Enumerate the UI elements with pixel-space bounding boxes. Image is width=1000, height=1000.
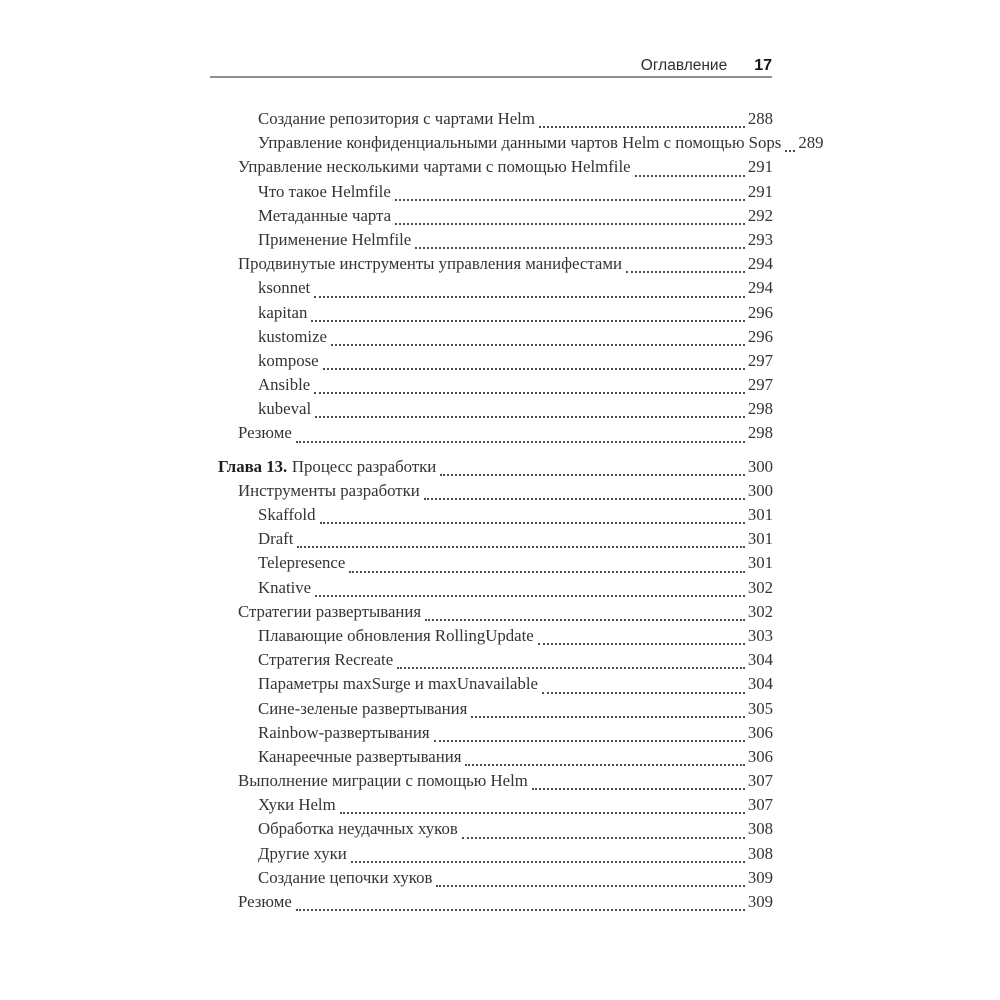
toc-entry [210,650,773,674]
dot-leader-icon [296,909,745,911]
toc-entry-label: Создание цепочки хуков [258,867,433,887]
toc-entry-label: Обработка неудачных хуков [258,819,458,839]
toc-entry [210,481,773,505]
dot-leader-icon [314,392,745,394]
toc-entry-label: Выполнение миграции с помощью Helm [238,771,528,791]
toc-entry-page: 308 [747,843,773,863]
toc-entry-page: 306 [747,722,773,742]
toc-entry-page: 294 [747,278,773,298]
dot-leader-icon [315,416,745,418]
toc-entry [210,230,773,254]
toc-entry-label: Создание репозитория с чартами Helm [258,109,535,128]
dot-leader-icon [440,474,745,476]
toc-entry-page: 293 [747,229,773,249]
toc-entry-page: 300 [747,456,773,476]
header-page-number: 17 [754,57,772,74]
dot-leader-icon [395,199,745,201]
toc-entry-label: Knative [258,577,312,597]
toc-entry [210,423,773,447]
toc-entry [210,771,773,795]
dot-leader-icon [349,571,744,573]
toc-entry-label: Другие хуки [258,843,347,863]
toc-entry-page: 309 [747,892,773,911]
toc-entry [210,747,773,771]
toc-entry-page: 304 [747,674,773,694]
toc-entry-label: Процесс разработки [291,456,437,476]
toc-entry-page: 307 [747,795,773,815]
dot-leader-icon [320,522,745,524]
toc-entry-page: 301 [747,505,773,524]
toc-entry-label: Управление несколькими чартами с помощью Helmfile [238,157,631,177]
dot-leader-icon [395,223,745,225]
toc-entry [210,819,773,843]
toc-entry [210,399,773,423]
toc-entry [210,303,773,327]
dot-leader-icon [340,812,745,814]
toc-entry-page: 294 [747,254,773,274]
header-rule [210,76,772,78]
toc-entry-label: kapitan [258,302,308,322]
toc-entry-page: 308 [747,819,773,839]
toc-entry-page: 298 [747,399,773,419]
toc-entry-label: Хуки Helm [258,795,336,815]
toc-entry-page: 289 [798,133,824,153]
toc-entry-page: 301 [747,553,773,573]
dot-leader-icon [323,368,745,370]
toc-entry [210,505,773,529]
table-of-contents [210,109,824,916]
header-title: Оглавление [640,57,728,74]
toc-entry-page: 292 [747,205,773,225]
toc-entry-label: Канареечные развертывания [258,746,462,766]
toc-entry-label: kustomize [258,326,327,346]
dot-leader-icon [539,126,745,128]
toc-entry [210,278,773,302]
toc-entry-label: Плавающие обновления RollingUpdate [258,625,534,645]
toc-entry [210,674,773,698]
toc-entry-page: 300 [747,480,773,500]
dot-leader-icon [415,247,745,249]
toc-entry [210,868,773,892]
toc-entry-label: Сине-зеленые развертывания [258,698,468,718]
toc-entry-label: Применение Helmfile [258,229,412,249]
dot-leader-icon [532,788,745,790]
toc-entry [210,254,773,278]
toc-entry-label: Метаданные чарта [258,205,392,225]
toc-entry-page: 306 [747,746,773,766]
toc-entry-label: Что такое Helmfile [258,181,391,201]
toc-entry-page: 291 [747,157,773,177]
dot-leader-icon [626,271,745,273]
toc-entry [210,109,773,133]
toc-entry [210,723,773,747]
dot-leader-icon [785,150,795,152]
dot-leader-icon [635,175,745,177]
toc-entry [210,457,773,481]
toc-entry-chapter-prefix: Глава 13. [218,456,288,476]
toc-entry-label: Стратегии развертывания [238,601,422,621]
toc-entry-page: 297 [747,375,773,395]
toc-entry [210,892,773,916]
dot-leader-icon [538,643,745,645]
dot-leader-icon [471,716,744,718]
dot-leader-icon [297,546,744,548]
toc-entry-label: kompose [258,350,319,370]
toc-entry [210,182,773,206]
dot-leader-icon [331,344,745,346]
toc-entry [210,602,773,626]
toc-entry [210,206,773,230]
toc-entry-label: Управление конфиденциальными данными чартов Helm с помощью Sops [258,133,782,153]
dot-leader-icon [397,667,745,669]
toc-entry [210,844,773,868]
toc-entry-page: 291 [747,181,773,201]
page-header [210,57,772,75]
dot-leader-icon [424,498,745,500]
toc-entry-page: 304 [747,650,773,670]
toc-entry [210,553,773,577]
toc-entry [210,699,773,723]
toc-entry-label: Ansible [258,375,311,395]
toc-entry-label: Резюме [238,892,292,911]
toc-entry-page: 302 [747,601,773,621]
toc-entry [210,626,773,650]
toc-entry-label: Параметры maxSurge и maxUnavailable [258,674,538,694]
dot-leader-icon [462,837,745,839]
toc-entry-label: Rainbow-развертывания [258,722,430,742]
toc-entry [210,133,824,157]
dot-leader-icon [311,320,744,322]
dot-leader-icon [314,296,745,298]
toc-entry-page: 297 [747,350,773,370]
toc-entry [210,795,773,819]
toc-entry-label: Инструменты разработки [238,480,420,500]
toc-entry-page: 298 [747,423,773,443]
toc-entry-label: Draft [258,529,294,549]
toc-entry [210,157,773,181]
dot-leader-icon [351,861,745,863]
toc-entry [210,375,773,399]
toc-entry-label: Skaffold [258,505,316,524]
toc-entry-label: ksonnet [258,278,311,298]
dot-leader-icon [465,764,744,766]
dot-leader-icon [542,692,745,694]
toc-entry-page: 288 [747,109,773,128]
toc-entry-page: 302 [747,577,773,597]
dot-leader-icon [315,595,745,597]
toc-entry-label: kubeval [258,399,312,419]
toc-entry-page: 309 [747,867,773,887]
toc-entry-label: Telepresence [258,553,346,573]
toc-entry-page: 303 [747,625,773,645]
toc-entry-page: 296 [747,302,773,322]
toc-entry-page: 301 [747,529,773,549]
toc-entry-page: 307 [747,771,773,791]
toc-entry [210,578,773,602]
dot-leader-icon [436,885,744,887]
toc-entry [210,351,773,375]
toc-entry-page: 296 [747,326,773,346]
dot-leader-icon [425,619,745,621]
toc-entry [210,529,773,553]
dot-leader-icon [434,740,745,742]
toc-entry-label: Продвинутые инструменты управления манифестами [238,254,622,274]
toc-entry-page: 305 [747,698,773,718]
dot-leader-icon [296,441,745,443]
toc-entry [210,327,773,351]
toc-entry-label: Стратегия Recreate [258,650,394,670]
toc-entry-label: Резюме [238,423,292,443]
